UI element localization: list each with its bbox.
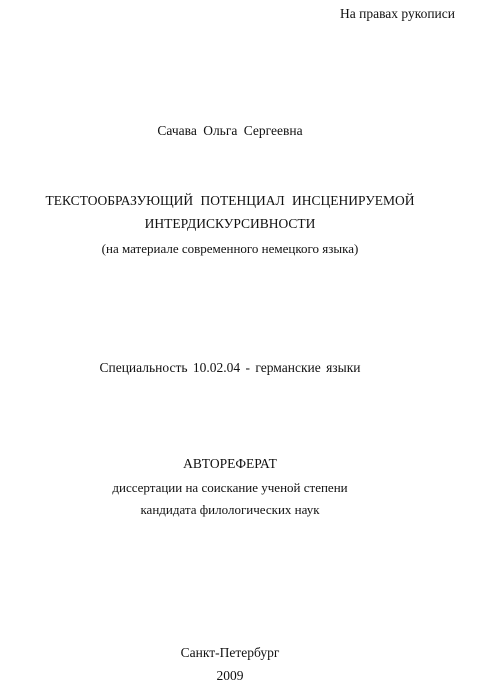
abstract-label: АВТОРЕФЕРАТ (183, 456, 277, 471)
rights-note: На правах рукописи (339, 6, 455, 21)
city: Санкт-Петербург (180, 645, 280, 660)
abstract-description-line-1: диссертации на соискание ученой степени (112, 480, 348, 495)
title-line-1: ТЕКСТООБРАЗУЮЩИЙ ПОТЕНЦИАЛ ИНСЦЕНИРУЕМОЙ (45, 193, 415, 208)
year: 2009 (216, 668, 244, 683)
title-subtitle: (на материале современного немецкого языка) (101, 241, 359, 256)
specialty-line: Специальность 10.02.04 - германские языки (99, 360, 361, 375)
abstract-description-line-2: кандидата филологических наук (140, 502, 320, 517)
title-line-2: ИНТЕРДИСКУРСИВНОСТИ (144, 216, 316, 231)
author-name: Сачава Ольга Сергеевна (157, 123, 303, 138)
